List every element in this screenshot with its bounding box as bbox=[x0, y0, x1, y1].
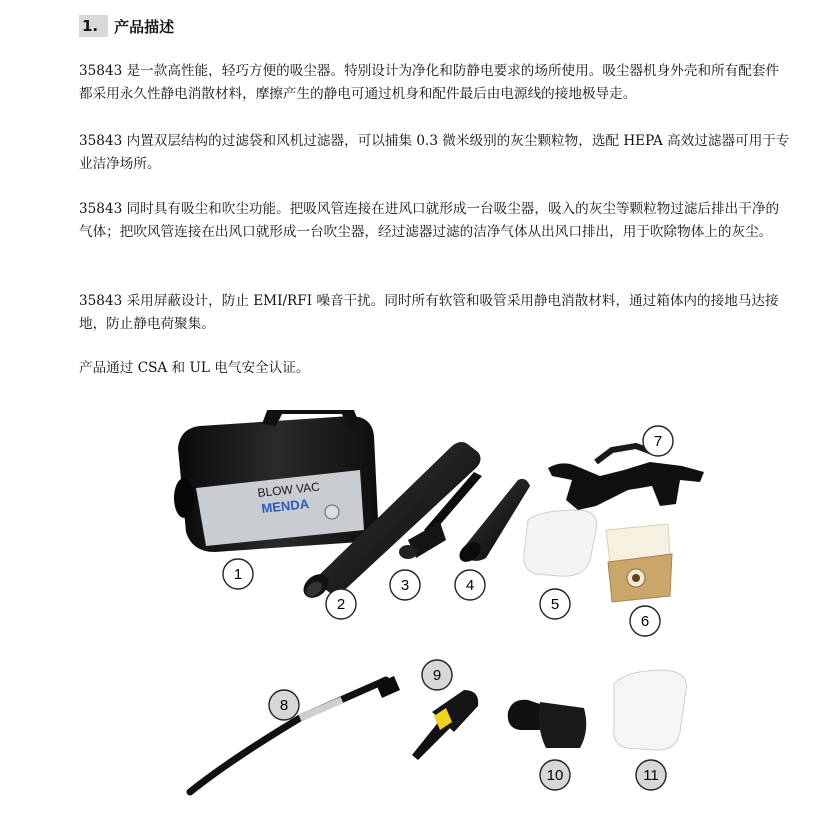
callout-6 bbox=[630, 606, 660, 636]
paragraph-certification: 产品通过 CSA 和 UL 电气安全认证。 bbox=[79, 360, 310, 376]
svg-text:3: 3 bbox=[400, 577, 410, 594]
svg-text:4: 4 bbox=[465, 577, 475, 594]
extension-wand-image bbox=[190, 676, 400, 792]
svg-text:8: 8 bbox=[279, 697, 289, 714]
svg-text:10: 10 bbox=[546, 767, 564, 784]
svg-text:11: 11 bbox=[643, 767, 659, 784]
callout-2 bbox=[326, 589, 356, 619]
dusting-brush-image bbox=[508, 700, 587, 748]
product-components-figure bbox=[0, 410, 823, 817]
paragraph-suction-blow: 35843 同时具有吸尘和吹尘功能。把吸风管连接在进风口就形成一台吸尘器，吸入的灰尘等颗粒物过滤后排出干净的气体；把吹风管连接在出风口就形成一台吹尘器，经过滤器过滤的洁净气体从出风口排出，用于吹除物体上的灰尘。 bbox=[79, 201, 780, 240]
svg-text:2: 2 bbox=[336, 596, 346, 613]
filter-bag-image bbox=[606, 524, 672, 602]
svg-text:9: 9 bbox=[432, 667, 442, 684]
paragraph-shielding: 35843 采用屏蔽设计，防止 EMI/RFI 噪音干扰。同时所有软管和吸管采用静电消散材料，通过箱体内的接地马达接地，防止静电荷聚集。 bbox=[79, 293, 779, 332]
brand-logo: MENDA bbox=[260, 496, 310, 516]
callout-7 bbox=[643, 426, 673, 456]
svg-text:1: 1 bbox=[233, 566, 243, 583]
callout-4 bbox=[455, 570, 485, 600]
section-title: 产品描述 bbox=[114, 17, 175, 36]
shoulder-strap-image bbox=[548, 446, 704, 510]
callout-8 bbox=[269, 690, 299, 720]
callout-3 bbox=[390, 570, 420, 600]
callout-11 bbox=[636, 760, 666, 790]
callout-1 bbox=[223, 559, 253, 589]
paragraph-filter: 35843 内置双层结构的过滤袋和风机过滤器，可以捕集 0.3 微米级别的灰尘颗粒物，选配 HEPA 高效过滤器可用于专业洁净场所。 bbox=[79, 133, 790, 172]
callout-10 bbox=[540, 760, 570, 790]
cone-nozzle-image bbox=[412, 690, 478, 760]
vacuum-unit-image bbox=[174, 410, 378, 552]
paragraph-intro: 35843 是一款高性能，轻巧方便的吸尘器。特别设计为净化和防静电要求的场所使用。吸尘器机身外壳和所有配套件都采用永久性静电消散材料，摩擦产生的静电可通过机身和配件最后由电源线的接地极导走。 bbox=[79, 63, 780, 102]
section-number: 1. bbox=[79, 15, 108, 37]
callout-9 bbox=[422, 660, 452, 690]
pre-filter-image bbox=[524, 510, 597, 576]
svg-text:7: 7 bbox=[653, 433, 663, 450]
section-heading bbox=[79, 15, 174, 37]
svg-text:5: 5 bbox=[550, 596, 560, 613]
hepa-filter-image bbox=[614, 670, 687, 750]
callout-5 bbox=[540, 589, 570, 619]
brand-label: BLOW VAC bbox=[256, 479, 321, 500]
svg-text:6: 6 bbox=[640, 613, 650, 630]
